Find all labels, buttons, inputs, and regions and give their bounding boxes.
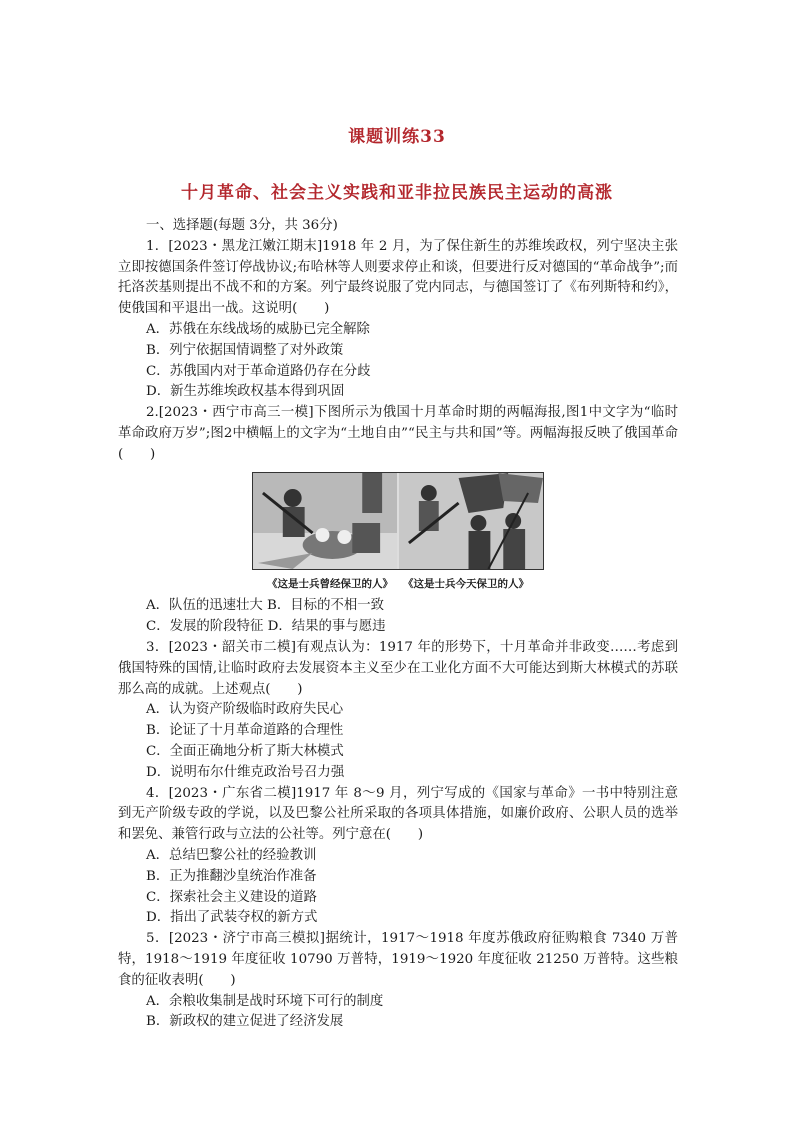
poster-image-2 <box>399 473 543 569</box>
option: B．正为推翻沙皇统治作准备 <box>146 868 317 884</box>
question-3: 3．[2023・韶关市二模]有观点认为：1917 年的形势下，十月革命并非政变……考虑到俄国特殊的国情,让临时政府去发展资本主义至少在工业化方面不大可能达到斯大林模式的苏联那么高的成就。上述观点( ) <box>118 639 678 697</box>
poster-figure <box>118 472 678 595</box>
question-2: 2.[2023・西宁市高三一模]下图所示为俄国十月革命时期的两幅海报,图1中文字为“临时革命政府万岁”;图2中横幅上的文字为“土地自由”“民主与共和国”等。两幅海报反映了俄国革命( ) <box>118 405 678 462</box>
option: C．探索社会主义建设的道路 <box>146 889 317 905</box>
option: A．苏俄在东线战场的威胁已完全解除 <box>146 321 370 337</box>
option: C．发展的阶段特征 D．结果的事与愿违 <box>146 619 386 635</box>
option: B．论证了十月革命道路的合理性 <box>146 723 344 739</box>
page-title: 课题训练33 <box>348 127 446 147</box>
poster-frame <box>252 472 544 570</box>
page-subtitle: 十月革命、社会主义实践和亚非拉民族民主运动的高涨 <box>181 183 613 203</box>
option: A．认为资产阶级临时政府失民心 <box>146 702 344 718</box>
option: B．新政权的建立促进了经济发展 <box>146 1014 344 1030</box>
option: D．新生苏维埃政权基本得到巩固 <box>146 384 345 400</box>
option: A．队伍的迅速壮大 B．目标的不相一致 <box>146 598 385 614</box>
option: D．指出了武装夺权的新方式 <box>146 910 318 926</box>
section-heading: 一、选择题(每题 3分，共 36分) <box>146 218 338 233</box>
poster-caption-1: 《这是士兵曾经保卫的人》 <box>267 577 393 590</box>
poster-caption-2: 《这是士兵今天保卫的人》 <box>403 577 529 590</box>
document-body <box>118 216 678 1033</box>
option: A．总结巴黎公社的经验教训 <box>146 847 317 863</box>
poster-captions <box>267 574 529 595</box>
question-5: 5．[2023・济宁市高三模拟]据统计，1917～1918 年度苏俄政府征购粮食 7340 万普特，1918～1919 年度征收 10790 万普特，1919～1920 年度征收 21250 万普特。这些粮食的征收表明( ) <box>118 931 678 988</box>
question-4: 4．[2023・广东省二模]1917 年 8～9 月，列宁写成的《国家与革命》一书中特别注意到无产阶级专政的学说，以及巴黎公社所采取的各项具体措施，如廉价政府、公职人员的选举和罢免、兼管行政与立法的公社等。列宁意在( ) <box>118 785 678 843</box>
option: B．列宁依据国情调整了对外政策 <box>146 342 344 358</box>
option: C．全面正确地分析了斯大林模式 <box>146 743 344 759</box>
poster-image-1 <box>253 473 397 569</box>
option: C．苏俄国内对于革命道路仍存在分歧 <box>146 363 371 379</box>
option: A．余粮收集制是战时环境下可行的制度 <box>146 993 384 1009</box>
question-1: 1．[2023・黑龙江嫩江期末]1918 年 2 月，为了保住新生的苏维埃政权，列宁坚决主张立即按德国条件签订停战协议;布哈林等人则要求停止和谈，但要进行反对德国的“革命战争”;而托洛茨基则提出不战不和的方案。列宁最终说服了党内同志，与德国签订了《布列斯特和约》，使俄国和平退出一战。这说明( ) <box>118 238 678 317</box>
option: D．说明布尔什维克政治号召力强 <box>146 764 345 780</box>
